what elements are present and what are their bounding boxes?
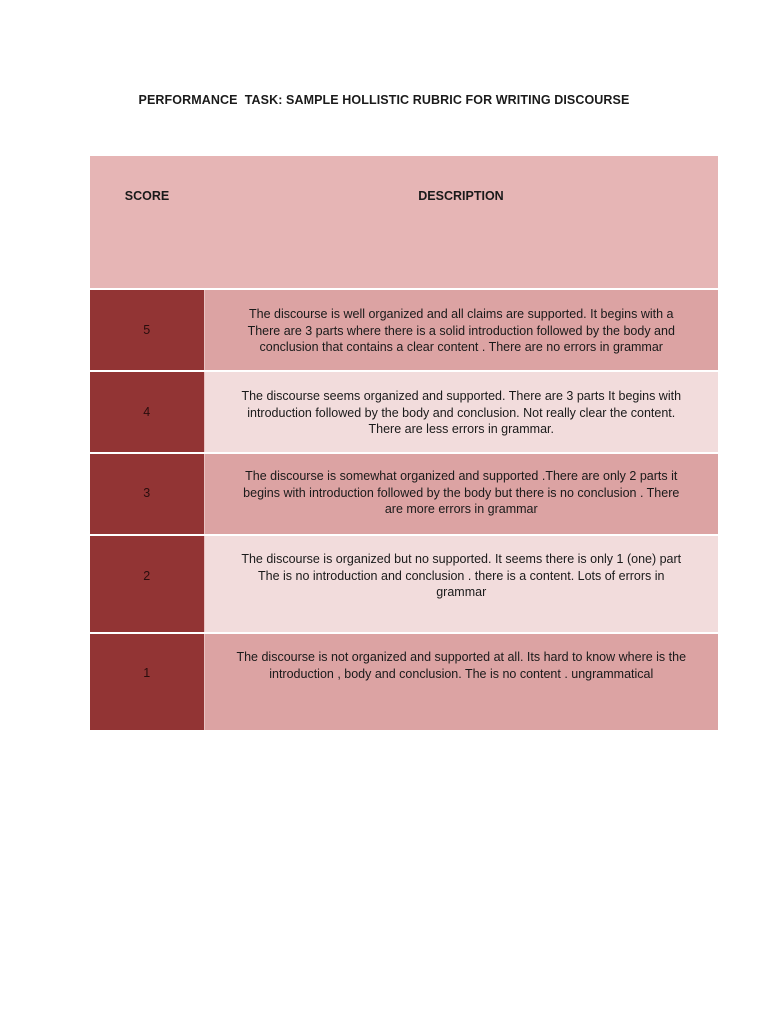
rubric-table	[90, 156, 718, 730]
table-header-row	[90, 156, 718, 289]
description-cell: The discourse is organized but no supported. It seems there is only 1 (one) part The is no introduction and conclusion . there is a content. Lots of errors in grammar	[204, 535, 718, 633]
score-value: 5	[143, 323, 151, 337]
table-row	[90, 371, 718, 453]
table-row	[90, 633, 718, 730]
score-cell	[90, 535, 204, 633]
page-title: PERFORMANCE TASK: SAMPLE HOLLISTIC RUBRIC FOR WRITING DISCOURSE	[138, 93, 630, 107]
table-row	[90, 289, 718, 371]
score-column-header: SCORE	[90, 156, 204, 289]
description-cell: The discourse is not organized and supported at all. Its hard to know where is the introduction , body and conclusion. The is no content . ungrammatical	[204, 633, 718, 730]
score-cell	[90, 371, 204, 453]
description-cell: The discourse seems organized and supported. There are 3 parts It begins with introduction followed by the body and conclusion. Not really clear the content. There are less errors in grammar.	[204, 371, 718, 453]
table-row	[90, 453, 718, 535]
score-value: 4	[143, 405, 151, 419]
score-value: 2	[143, 569, 151, 583]
score-value: 1	[143, 666, 151, 680]
description-cell: The discourse is well organized and all claims are supported. It begins with a There are 3 parts where there is a solid introduction followed by the body and conclusion that contains a clear content . There are no errors in grammar	[204, 289, 718, 371]
score-value: 3	[143, 486, 151, 500]
description-column-header: DESCRIPTION	[204, 156, 718, 289]
score-cell	[90, 633, 204, 730]
score-cell	[90, 289, 204, 371]
description-cell: The discourse is somewhat organized and supported .There are only 2 parts it begins with introduction followed by the body but there is no conclusion . There are more errors in grammar	[204, 453, 718, 535]
score-cell	[90, 453, 204, 535]
table-row	[90, 535, 718, 633]
